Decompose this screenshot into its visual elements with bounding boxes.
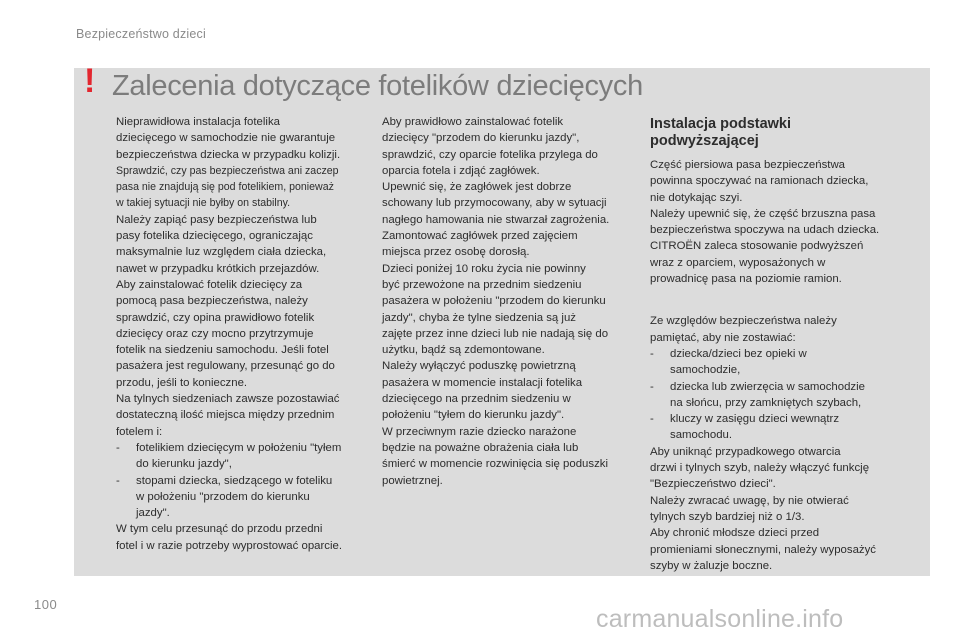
list-marker: - — [650, 347, 654, 360]
list-item-text: dziecka lub zwierzęcia w samochodzie na słońcu, przy zamkniętych szybach, — [670, 380, 865, 409]
list-item — [650, 411, 910, 444]
paragraph: Dzieci poniżej 10 roku życia nie powinny być przewożone na przednim siedzeniu pasażera w położeniu "przodem do kierunku jazdy", chyba że tylne siedzenia są już zajęte przez inne dzieci lub nie nadają się do użytku, bądź są zdemontowane. — [382, 262, 609, 357]
column-2 — [382, 114, 640, 489]
paragraph: Należy wyłączyć poduszkę powietrzną pasażera w momencie instalacji fotelika dziecięcego na przednim siedzeniu w położeniu "tyłem do kierunku jazdy". — [382, 360, 583, 422]
list-item-text: kluczy w zasięgu dzieci wewnątrz samochodu. — [670, 413, 840, 442]
list-item — [650, 379, 910, 412]
spacer — [650, 287, 910, 313]
paragraph: W tym celu przesunąć do przodu przedni fotel i w razie potrzeby wyprostować oparcie. — [116, 523, 343, 552]
list-marker: - — [116, 441, 120, 454]
column-3 — [650, 114, 910, 574]
section-header: Bezpieczeństwo dzieci — [76, 27, 206, 41]
paragraph: Aby zainstalować fotelik dziecięcy za pomocą pasa bezpieczeństwa, należy sprawdzić, czy opina prawidłowo fotelik dziecięcy oraz czy mocno przytrzymuje fotelik na siedzeniu samochodu. Jeśli fotel pasażera jest regulowany, przesunąć go do przodu, jeśli to konieczne. — [116, 278, 335, 389]
list-item — [116, 473, 376, 522]
list-item — [650, 346, 910, 379]
list-marker: - — [650, 380, 654, 393]
paragraph: Aby chronić młodsze dzieci przed promieniami słonecznymi, należy wyposażyć szyby w żaluzje boczne. — [650, 527, 876, 572]
paragraph: Aby uniknąć przypadkowego otwarcia drzwi i tylnych szyb, należy włączyć funkcję "Bezpieczeństwo dzieci". — [650, 445, 870, 491]
paragraph: W przeciwnym razie dziecko narażone będzie na poważne obrażenia ciała lub śmierć w momencie rozwinięcia się poduszki powietrznej. — [382, 425, 608, 487]
paragraph: Należy zapiąć pasy bezpieczeństwa lub pasy fotelika dziecięcego, ograniczając maksymalnie luz względem ciała dziecka, nawet w przypadku krótkich przejazdów. — [116, 213, 327, 275]
paragraph: Należy upewnić się, że część brzuszna pasa bezpieczeństwa spoczywa na udach dziecka. — [650, 207, 880, 237]
list-item — [116, 440, 376, 473]
warning-icon: ! — [84, 62, 96, 100]
paragraph: Należy zwracać uwagę, by nie otwierać tylnych szyb bardziej niż o 1/3. — [650, 494, 849, 523]
paragraph: Część piersiowa pasa bezpieczeństwa powinna spoczywać na ramionach dziecka, nie dotykając szyi. — [650, 159, 869, 204]
list-item-text: dziecka/dzieci bez opieki w samochodzie, — [670, 347, 807, 377]
watermark: carmanualsonline.info — [596, 605, 844, 633]
paragraph: Sprawdzić, czy pas bezpieczeństwa ani zaczep pasa nie znajdują się pod fotelikiem, ponieważ w takiej sytuacji nie byłby on stabilny. — [116, 164, 339, 210]
paragraph: Upewnić się, że zagłówek jest dobrze schowany lub przymocowany, aby w sytuacji nagłego hamowania nie stwarzał zagrożenia. Zamontować zagłówek przed zajęciem miejsca przez osobę dorosłą. — [382, 181, 610, 259]
list-marker: - — [650, 413, 654, 426]
panel-title: Zalecenia dotyczące fotelików dziecięcych — [112, 70, 643, 102]
paragraph: CITROËN zaleca stosowanie podwyższeń wraz z oparciem, wyposażonych w prowadnicę pasa na poziomie ramion. — [650, 240, 864, 286]
booster-seat-heading: Instalacja podstawki podwyższającej — [650, 116, 792, 149]
paragraph: Ze względów bezpieczeństwa należy pamiętać, aby nie zostawiać: — [650, 315, 837, 344]
paragraph: Na tylnych siedzeniach zawsze pozostawiać dostateczną ilość miejsca między przednim fotelem i: — [116, 393, 340, 438]
paragraph: Nieprawidłowa instalacja fotelika dziecięcego w samochodzie nie gwarantuje bezpieczeństwa dziecka w przypadku kolizji. — [116, 116, 341, 161]
list-item-text: fotelikiem dziecięcym w położeniu "tyłem do kierunku jazdy", — [136, 441, 342, 471]
list-item-text: stopami dziecka, siedzącego w foteliku w położeniu "przodem do kierunku jazdy". — [136, 474, 333, 520]
page-number: 100 — [34, 597, 58, 612]
paragraph: Aby prawidłowo zainstalować fotelik dziecięcy "przodem do kierunku jazdy", sprawdzić, czy oparcie fotelika przylega do oparcia fotela i zdjąć zagłówek. — [382, 116, 598, 177]
list-marker: - — [116, 474, 120, 487]
column-1 — [116, 114, 376, 554]
